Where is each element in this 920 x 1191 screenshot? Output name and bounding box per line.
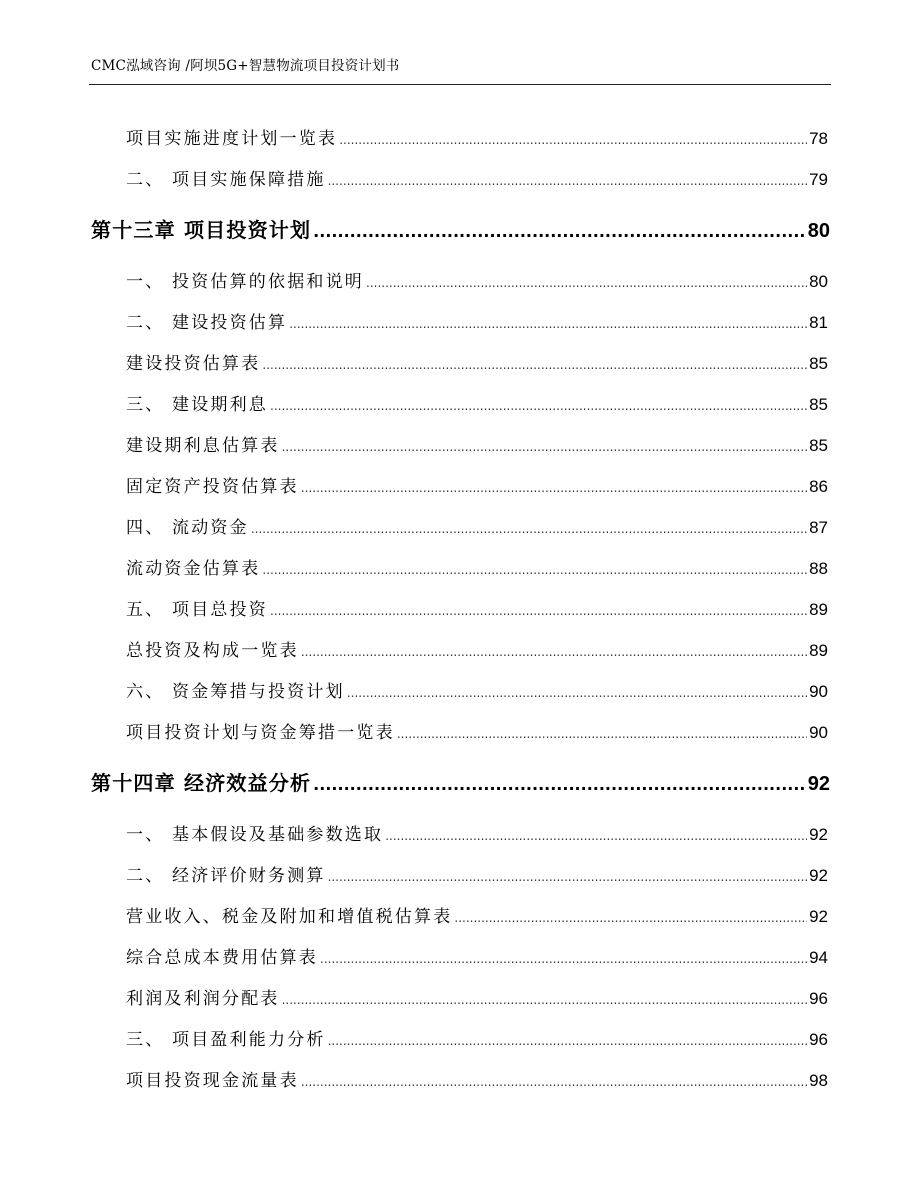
toc-entry[interactable] [126,1066,828,1091]
toc-entry-title: 五、 项目总投资 [126,600,269,620]
toc-entry[interactable] [126,390,828,415]
toc-entry[interactable] [126,1025,828,1050]
toc-entry-title: 流动资金估算表 [126,559,261,579]
toc-entry-page: 80 [809,272,828,291]
toc-chapter-title: 第十三章 项目投资计划 [91,218,312,242]
toc-chapter-entry[interactable] [91,214,830,243]
toc-entry[interactable] [126,267,828,292]
dot-leader [347,686,807,700]
toc-entry-title: 建设期利息估算表 [126,436,280,456]
toc-chapter-entry[interactable] [91,767,830,796]
dot-leader [262,358,807,372]
toc-entry[interactable] [126,595,828,620]
toc-entry-page: 79 [809,170,828,189]
toc-entry-page: 78 [809,129,828,148]
toc-entry[interactable] [126,902,828,927]
dot-leader [289,317,807,331]
toc-entry[interactable] [126,349,828,374]
dot-leader [328,174,807,188]
dot-leader [270,604,807,618]
dot-leader [313,222,806,241]
toc-entry-page: 94 [809,948,828,967]
toc-entry-title: 项目投资现金流量表 [126,1071,299,1091]
toc-entry-page: 90 [809,723,828,742]
dot-leader [320,952,807,966]
toc-entry-title: 固定资产投资估算表 [126,477,299,497]
toc-entry[interactable] [126,943,828,968]
toc-entry[interactable] [126,431,828,456]
header-divider [89,84,831,85]
toc-entry[interactable] [126,636,828,661]
toc-entry-page: 89 [809,600,828,619]
dot-leader [366,276,807,290]
dot-leader [301,645,807,659]
dot-leader [328,870,807,884]
toc-entry[interactable] [126,124,828,149]
toc-entry-page: 96 [809,1030,828,1049]
toc-entry-title: 一、 基本假设及基础参数选取 [126,825,384,845]
dot-leader [301,481,807,495]
toc-entry-title: 项目投资计划与资金筹措一览表 [126,723,395,743]
dot-leader [385,829,807,843]
toc-entry-page: 98 [809,1071,828,1090]
dot-leader [454,911,807,925]
toc-entry-page: 85 [809,395,828,414]
toc-entry-title: 四、 流动资金 [126,518,249,538]
toc-entry-title: 营业收入、税金及附加和增值税估算表 [126,907,453,927]
toc-entry-page: 87 [809,518,828,537]
toc-entry-title: 三、 建设期利息 [126,395,269,415]
toc-entry-page: 81 [809,313,828,332]
dot-leader [301,1075,807,1089]
toc-entry[interactable] [126,513,828,538]
toc-entry-title: 项目实施进度计划一览表 [126,129,338,149]
dot-leader [328,1034,807,1048]
toc-chapter-page: 80 [807,220,830,242]
dot-leader [313,775,806,794]
toc-entry-page: 89 [809,641,828,660]
toc-entry-title: 利润及利润分配表 [126,989,280,1009]
toc-entry[interactable] [126,472,828,497]
toc-entry[interactable] [126,861,828,886]
toc-entry-title: 总投资及构成一览表 [126,641,299,661]
toc-entry[interactable] [126,165,828,190]
toc-entry-page: 96 [809,989,828,1008]
toc-entry-title: 二、 项目实施保障措施 [126,170,326,190]
toc-entry-title: 综合总成本费用估算表 [126,948,318,968]
toc-entry-page: 86 [809,477,828,496]
dot-leader [262,563,807,577]
dot-leader [282,440,807,454]
toc-chapter-page: 92 [807,773,830,795]
toc-entry-page: 85 [809,436,828,455]
toc-entry-title: 建设投资估算表 [126,354,261,374]
toc-entry[interactable] [126,984,828,1009]
dot-leader [251,522,807,536]
page-header: CMC泓域咨询 /阿坝5G+智慧物流项目投资计划书 [91,58,400,74]
toc-entry-page: 92 [809,907,828,926]
toc-entry-title: 二、 建设投资估算 [126,313,288,333]
toc-entry[interactable] [126,554,828,579]
toc-entry-title: 三、 项目盈利能力分析 [126,1030,326,1050]
toc-chapter-title: 第十四章 经济效益分析 [91,771,312,795]
toc-entry[interactable] [126,677,828,702]
toc-entry-title: 六、 资金筹措与投资计划 [126,682,345,702]
dot-leader [270,399,807,413]
toc-entry[interactable] [126,820,828,845]
dot-leader [397,727,807,741]
dot-leader [282,993,807,1007]
toc-entry-title: 一、 投资估算的依据和说明 [126,272,365,292]
toc-entry[interactable] [126,308,828,333]
toc-entry-page: 88 [809,559,828,578]
toc-entry-page: 85 [809,354,828,373]
dot-leader [339,133,807,147]
toc-entry[interactable] [126,718,828,743]
toc-entry-page: 92 [809,825,828,844]
toc-entry-page: 92 [809,866,828,885]
toc-entry-title: 二、 经济评价财务测算 [126,866,326,886]
toc-entry-page: 90 [809,682,828,701]
